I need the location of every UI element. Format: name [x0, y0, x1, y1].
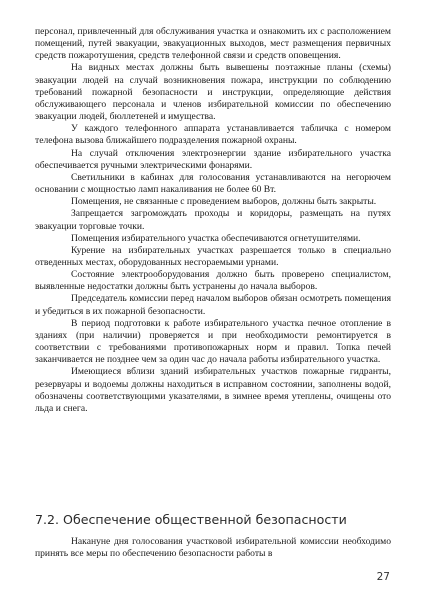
paragraph: Курение на избирательных участках разрешается только в специально отведенных местах, оборудованных несгораемыми урнами. [35, 244, 391, 268]
paragraph: Светильники в кабинах для голосования устанавливаются на негорючем основании с мощностью ламп накаливания не более 60 Вт. [35, 171, 391, 196]
paragraph: На случай отключения электроэнергии здание избирательного участка обеспечивается ручными электрическими фонарями. [35, 147, 391, 171]
paragraph: Состояние электрооборудования должно быть проверено специалистом, выявленные недостатки должны быть устранены до начала выборов. [35, 269, 391, 293]
paragraph: Имеющиеся вблизи зданий избирательных участков пожарные гидранты, резервуары и водоемы должны находиться в исправном состоянии, заполнены водой, обозначены соответствующими указателями, в зимнее время утеплены, очищены ото льда и снега. [35, 366, 391, 414]
paragraph: Накануне дня голосования участковой избирательной комиссии необходимо принять все меры по обеспечению безопасности работы в [35, 536, 391, 560]
paragraph: Помещения, не связанные с проведением выборов, должны быть закрыты. [71, 196, 377, 208]
body-text [35, 26, 391, 415]
page-number: 27 [376, 571, 390, 583]
paragraph: персонал, привлеченный для обслуживания участка и ознакомить их с расположением помещений, путей эвакуации, эвакуационных выходов, мест размещения первичных средств пожаротушения, средств телефонной связи и средств оповещения. [35, 26, 391, 62]
paragraph: На видных местах должны быть вывешены поэтажные планы (схемы) эвакуации людей на случай возникновения пожара, инструкции по соблюдению требований пожарной безопасности и инструкции, определяющие действия обслуживающего персонала и членов избирательной комиссии по обеспечению эвакуации людей, бюллетеней и имущества. [35, 62, 391, 123]
paragraph: В период подготовки к работе избирательного участка печное отопление в зданиях (при наличии) проверяется и при необходимости ремонтируется в соответствии с требованиями противопожарных норм и правил. Топка печей заканчивается не позднее чем за один час до начала работы избирательного участка. [35, 317, 391, 366]
paragraph: Запрещается загромождать проходы и коридоры, размещать на путях эвакуации торговые точки. [35, 208, 391, 232]
paragraph: У каждого телефонного аппарата устанавливается табличка с номером телефона вызова ближайшего подразделения пожарной охраны. [35, 123, 391, 147]
paragraph: Помещения избирательного участка обеспечиваются огнетушителями. [71, 232, 361, 244]
paragraph: Председатель комиссии перед началом выборов обязан осмотреть помещения и убедиться в их пожарной безопасности. [35, 293, 391, 317]
section-heading: 7.2. Обеспечение общественной безопасности [35, 512, 347, 527]
section-body [35, 536, 391, 560]
